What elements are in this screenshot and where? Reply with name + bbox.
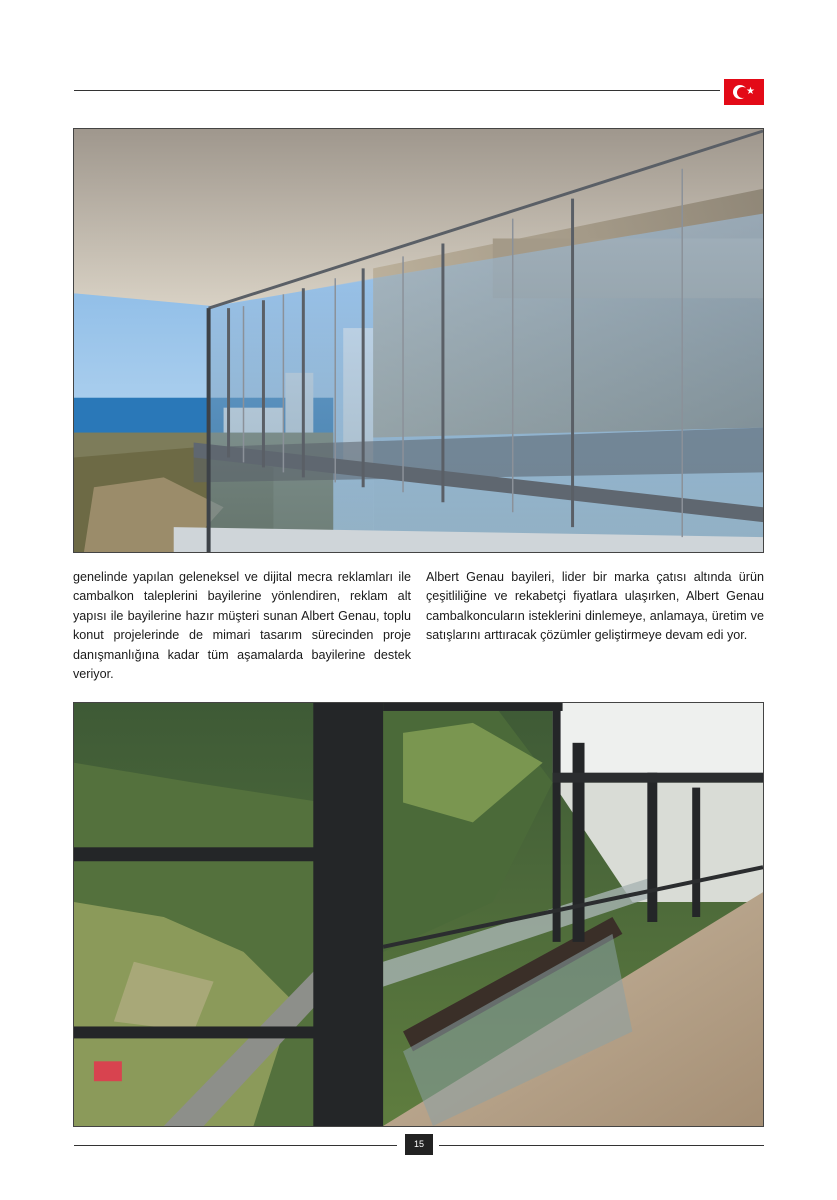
glass-balcony-mountain-photo (73, 702, 764, 1127)
footer-rule-left (74, 1145, 397, 1146)
page-number: 15 (405, 1134, 433, 1155)
body-text-right: Albert Genau bayileri, lider bir marka çatısı altında ürün çeşitliliğine ve rekabetçi fiyatlara ulaşırken, Albert Genau cambalkoncuların isteklerini dinlemeye, anlamaya, üretim ve satışlarını arttıracak çözümler geliştirmeye devam edi yor. (426, 570, 764, 643)
header-rule (74, 90, 720, 91)
turkey-flag-icon: ★ (724, 79, 764, 105)
body-text-left: genelinde yapılan geleneksel ve dijital mecra reklamları ile cambalkon taleplerini bayilerine yönlendiren, reklam alt yapısı ile bayilerine hazır müşteri sunan Albert Genau, toplu konut projelerinde de mimari tasarım sürecinden proje danışmanlığına kadar tüm aşamalarda bayilerine destek veriyor. (73, 570, 411, 682)
glass-balcony-seaside-photo (73, 128, 764, 553)
footer-rule-right (439, 1145, 764, 1146)
